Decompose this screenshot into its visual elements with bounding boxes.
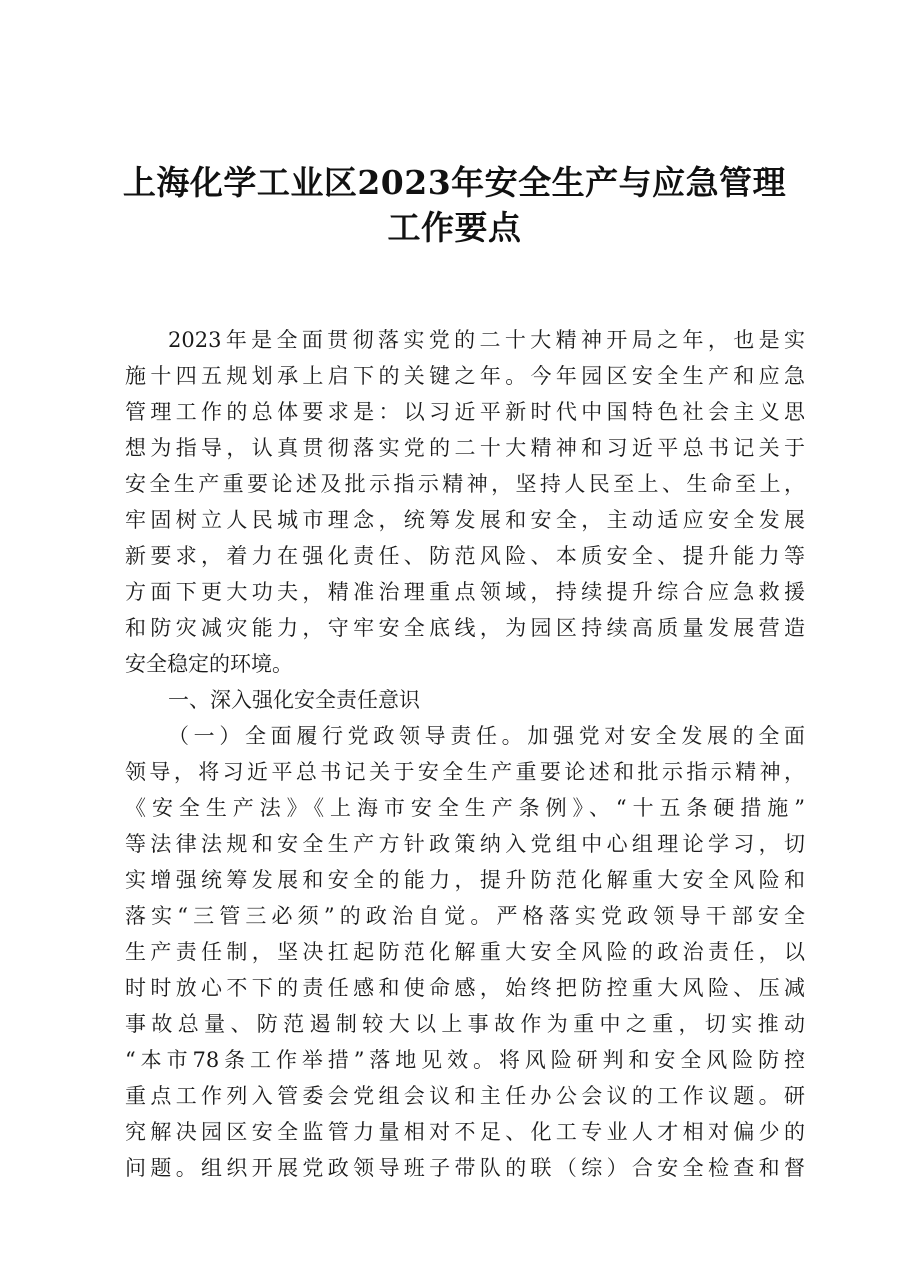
paragraph-line: 施十四五规划承上启下的关键之年。今年园区安全生产和应急 [125,364,805,388]
paragraph-line: （一）全面履行党政领导责任。加强党对安全发展的全面 [168,724,805,748]
paragraph-line: 生产责任制，坚决扛起防范化解重大安全风险的政治责任，以 [125,940,805,964]
paragraph-line: 安全稳定的环境。 [125,652,293,676]
document-title-line-1: 上海化学工业区2023年安全生产与应急管理 [122,163,787,202]
paragraph-line: 和防灾减灾能力，守牢安全底线，为园区持续高质量发展营造 [125,616,805,640]
paragraph-line: 实增强统筹发展和安全的能力，提升防范化解重大安全风险和 [125,868,805,892]
paragraph-line: 时时放心不下的责任感和使命感，始终把防控重大风险、压减 [125,976,805,1000]
paragraph-line: 落实“三管三必须”的政治自觉。严格落实党政领导干部安全 [125,904,805,928]
paragraph-line: 领导，将习近平总书记关于安全生产重要论述和批示指示精神， [125,760,805,784]
paragraph-line: 重点工作列入管委会党组会议和主任办公会议的工作议题。研 [125,1084,805,1108]
section-heading: 一、深入强化安全责任意识 [168,688,420,712]
paragraph-line: 2023年是全面贯彻落实党的二十大精神开局之年，也是实 [168,328,805,352]
paragraph-line: “本市78条工作举措”落地见效。将风险研判和安全风险防控 [125,1048,805,1072]
paragraph-line: 方面下更大功夫，精准治理重点领域，持续提升综合应急救援 [125,580,805,604]
paragraph-line: 安全生产重要论述及批示指示精神，坚持人民至上、生命至上， [125,472,805,496]
paragraph-line: 《安全生产法》《上海市安全生产条例》、“十五条硬措施” [125,796,805,820]
paragraph-line: 新要求，着力在强化责任、防范风险、本质安全、提升能力等 [125,544,805,568]
paragraph-line: 事故总量、防范遏制较大以上事故作为重中之重，切实推动 [125,1012,805,1036]
paragraph-line: 问题。组织开展党政领导班子带队的联（综）合安全检查和督 [125,1156,805,1180]
paragraph-line: 牢固树立人民城市理念，统筹发展和安全，主动适应安全发展 [125,508,805,532]
paragraph-line: 管理工作的总体要求是：以习近平新时代中国特色社会主义思 [125,400,805,424]
paragraph-line: 究解决园区安全监管力量相对不足、化工专业人才相对偏少的 [125,1120,805,1144]
document-title-line-2: 工作要点 [387,208,522,247]
paragraph-line: 等法律法规和安全生产方针政策纳入党组中心组理论学习，切 [125,832,805,856]
paragraph-line: 想为指导，认真贯彻落实党的二十大精神和习近平总书记关于 [125,436,805,460]
